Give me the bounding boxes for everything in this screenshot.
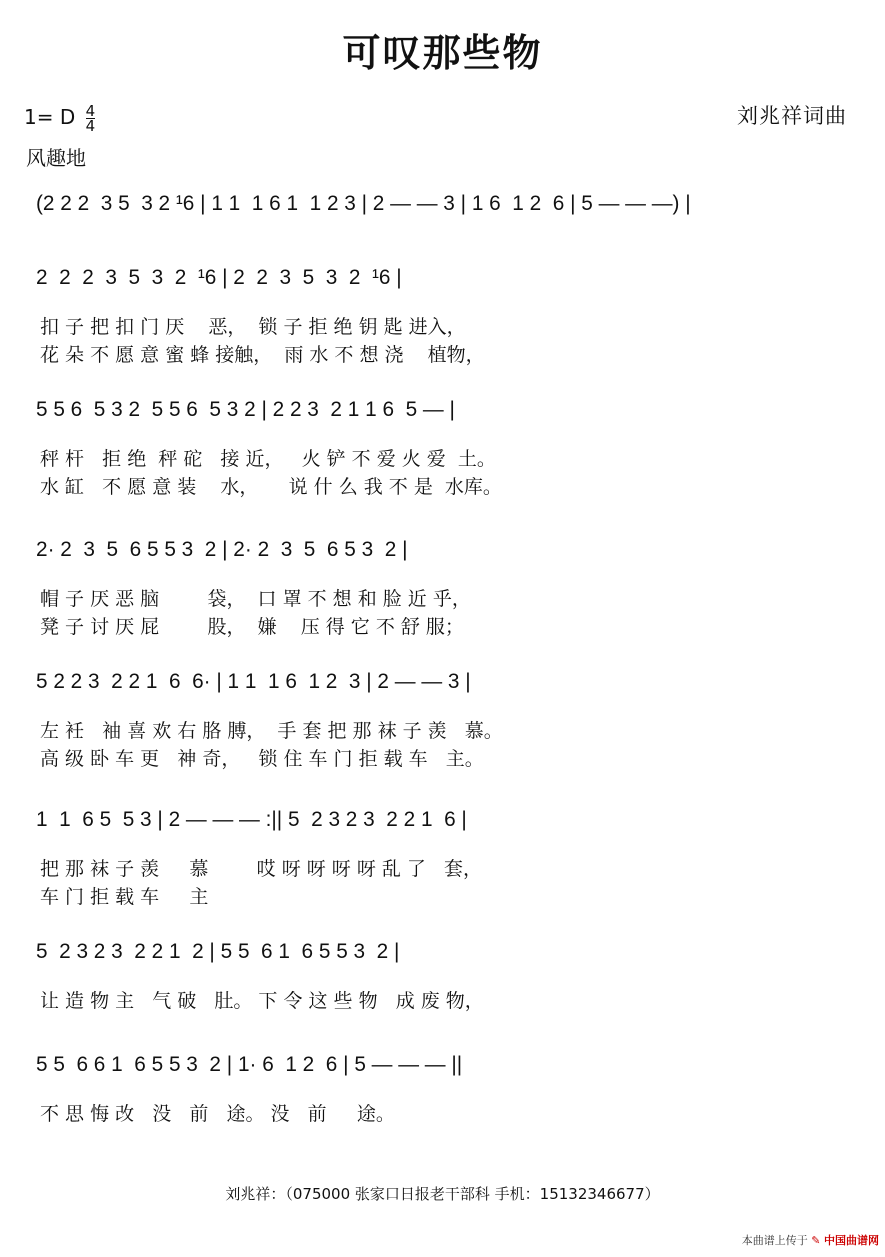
notation-line: 2 2 2 3 5 3 2 ¹6 | 2 2 3 5 3 2 ¹6 | xyxy=(36,266,402,289)
notation-line: 5 5 6 5 3 2 5 5 6 5 3 2 | 2 2 3 2 1 1 6 5 — | xyxy=(36,398,455,421)
time-sig-numerator: 4 xyxy=(85,102,96,120)
lyric-line: 凳 子 讨 厌 屁 股， 嫌 压 得 它 不 舒 服； xyxy=(40,616,464,638)
notation-line: (2 2 2 3 5 3 2 ¹6 | 1 1 1 6 1 1 2 3 | 2 — — 3 | 1 6 1 2 6 | 5 — — —) | xyxy=(36,192,691,215)
lyric-line: 左 衽 袖 喜 欢 右 胳 膊， 手 套 把 那 袜 子 羡 慕。 xyxy=(40,720,503,742)
time-signature xyxy=(86,104,96,133)
lyric-line: 不 思 悔 改 没 前 途。 没 前 途。 xyxy=(40,1103,395,1125)
notation-line: 1 1 6 5 5 3 | 2 — — — :|| 5 2 3 2 3 2 2 1 6 | xyxy=(36,808,467,831)
stamp-prefix: 本曲谱上传于 xyxy=(741,1234,808,1247)
site-logo-icon: ✎ xyxy=(811,1234,821,1247)
lyric-line: 车 门 拒 载 车 主 xyxy=(40,886,209,908)
key-signature xyxy=(24,104,95,133)
upload-stamp xyxy=(742,1232,879,1248)
notation-line: 5 5 6 6 1 6 5 5 3 2 | 1· 6 1 2 6 | 5 — — — || xyxy=(36,1053,463,1076)
notation-line: 5 2 3 2 3 2 2 1 2 | 5 5 6 1 6 5 5 3 2 | xyxy=(36,940,400,963)
notation-line: 5 2 2 3 2 2 1 6 6· | 1 1 1 6 1 2 3 | 2 — — 3 | xyxy=(36,670,471,693)
lyric-line: 水 缸 不 愿 意 装 水， 说 什 么 我 不 是 水库。 xyxy=(40,476,502,498)
lyric-line: 把 那 袜 子 羡 慕 哎 呀 呀 呀 呀 乱 了 套， xyxy=(40,858,483,880)
key-label: 1= D xyxy=(24,105,76,129)
lyric-line: 让 造 物 主 气 破 肚。 下 令 这 些 物 成 废 物， xyxy=(40,990,484,1012)
lyric-line: 扣 子 把 扣 门 厌 恶， 锁 子 拒 绝 钥 匙 进入， xyxy=(40,316,466,338)
notation-line: 2· 2 3 5 6 5 5 3 2 | 2· 2 3 5 6 5 3 2 | xyxy=(36,538,408,561)
time-sig-denominator: 4 xyxy=(85,117,96,135)
lyric-line: 花 朵 不 愿 意 蜜 蜂 接触， 雨 水 不 想 浇 植物， xyxy=(40,344,485,366)
lyric-line: 高 级 卧 车 更 神 奇， 锁 住 车 门 拒 载 车 主。 xyxy=(40,748,484,770)
author-credit: 刘兆祥词曲 xyxy=(737,104,847,128)
song-title: 可叹那些物 xyxy=(342,31,543,75)
tempo-marking: 风趣地 xyxy=(26,146,86,170)
contact-footer: 刘兆祥：（075000 张家口日报老干部科 手机：15132346677） xyxy=(225,1185,660,1203)
lyric-line: 秤 杆 拒 绝 秤 砣 接 近， 火 铲 不 爱 火 爱 土。 xyxy=(40,448,496,470)
site-name: 中国曲谱网 xyxy=(824,1234,879,1247)
lyric-line: 帽 子 厌 恶 脑 袋， 口 罩 不 想 和 脸 近 乎， xyxy=(40,588,471,610)
